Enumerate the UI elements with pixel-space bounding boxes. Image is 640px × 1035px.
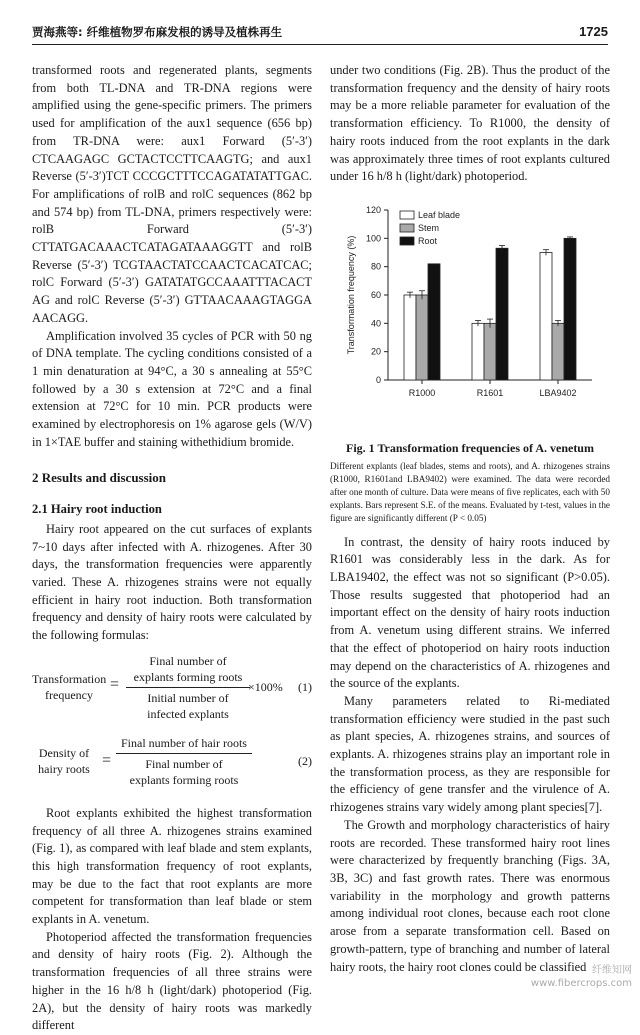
x-tick-label: R1601 xyxy=(476,387,504,398)
legend-label: Stem xyxy=(418,222,440,233)
paragraph-growth: The Growth and morphology characteristics of hairy roots are recorded. These transformed hairy root lines were characterized by frequently branching (Figs. 3A, 3B, 3C) and fast growth rates. There was enormous variability in the morphology and growth patterns among individual root clones, because each root clone arose from a separate transformation cell. Based on growth-pattern, type of branching and number of lateral hairy roots, the hairy root clones could be classified xyxy=(330,817,610,974)
bar-stem-r1000 xyxy=(416,295,428,380)
y-tick-label: 40 xyxy=(370,318,381,329)
left-column xyxy=(32,62,312,1035)
figure-1-chart xyxy=(330,192,610,432)
y-tick-label: 20 xyxy=(370,346,381,357)
formula2-fraction: Final number of hair roots Final number of explants forming roots xyxy=(116,735,252,788)
paragraph-parameters: Many parameters related to Ri-mediated transformation efficiency were studied in the past such as plant species, A. rhizogenes strains, and sources of explants. A. rhizogenes strains play an important role in the transformation process, as they are responsible for the efficiency of gene transfer and the virulence of A. rhizogenes strains vary widely among plant species[7]. xyxy=(330,693,610,815)
figure-caption-title: Fig. 1 Transformation frequencies of A. venetum xyxy=(346,440,594,455)
formula1-sign: = xyxy=(110,675,120,693)
header-title: 贾海燕等: 纤维植物罗布麻发根的诱导及植株再生 xyxy=(32,25,283,39)
x-tick-label: R1000 xyxy=(408,387,436,398)
formula2-sign: = xyxy=(102,751,112,769)
bar-root-r1601 xyxy=(496,248,508,380)
y-tick-label: 80 xyxy=(370,261,381,272)
bar-chart-svg xyxy=(330,192,610,432)
formula1-number: (1) xyxy=(298,679,312,694)
bar-stem-r1601 xyxy=(484,323,496,380)
paragraph-two-conditions: under two conditions (Fig. 2B). Thus the product of the transformation frequency and the density of hairy roots may be a more reliable parameter for evaluation of the transformation efficiency. To R1000, the density of hairy roots induced from the root explants in the dark was approximately three times of root explants cultured under 16 h/8 h (light/dark) photoperiod. xyxy=(330,63,610,184)
bar-leaf-blade-r1000 xyxy=(404,295,416,380)
formula1-percent: ×100% xyxy=(248,679,283,694)
bar-leaf-blade-lba9402 xyxy=(540,252,552,380)
y-axis-label: Transformation frequency (%) xyxy=(346,235,356,355)
bar-root-lba9402 xyxy=(564,238,576,380)
legend-swatch-stem xyxy=(400,224,414,232)
watermark: 纤维知网 www.fibercrops.com xyxy=(530,965,632,989)
legend-label: Leaf blade xyxy=(418,209,461,220)
formula-density xyxy=(32,733,312,797)
paragraph-pcr: Amplification involved 35 cycles of PCR with 50 ng of DNA template. The cycling conditions consisted of a 1 min denaturation at 94°C, a 30 s annealing at 55°C followed by a 30 s extension at 72°C and a final extension at 72°C for 10 min. PCR products were examined by electrophoresis on 1% agarose gels (W/V) in 1×TAE buffer and staining withethidium bromide. xyxy=(32,328,312,449)
paragraph-root-explants: Root explants exhibited the highest transformation frequency of all three A. rhizogenes strains examined (Fig. 1), as compared with leaf blade and stem explants, this high transformation frequency of root explants, may be due to the fact that root explants are more competent for transformation than leaf blade or stem explants in A. venetum. xyxy=(32,805,312,927)
subsection-heading: 2.1 Hairy root induction xyxy=(32,502,162,517)
legend-swatch-root xyxy=(400,237,414,245)
formula1-fraction: Final number of explants forming roots Initial number of infected explants xyxy=(126,653,250,722)
fraction-bar xyxy=(116,753,252,754)
paragraph-induction: Hairy root appeared on the cut surfaces of explants 7~10 days after infected with A. rhizogenes. After 30 days, the transformation frequencies were apparently varied. These A. rhizogenes strains were not equally efficient in hairy root induction. Both transformation frequency and density of hairy roots were calculated by the following formulas: xyxy=(32,521,312,643)
formula-transformation-frequency xyxy=(32,651,312,723)
bar-root-r1000 xyxy=(428,264,440,380)
figure-caption-body: Different explants (leaf blades, stems and roots), and A. rhizogenes strains (R1000, R1601and LBA9402) were examined. The data were recorded after one month of culture. Data were means of five replicates, each with 50 explants. Bars represent S.E. of the means. Evaluated by t-test, values in the figure are significantly different (P < 0.05) xyxy=(330,460,610,524)
section-heading: 2 Results and discussion xyxy=(32,470,167,486)
formula2-lhs: Density of hairy roots xyxy=(38,745,90,776)
y-tick-label: 60 xyxy=(370,289,381,300)
running-header xyxy=(32,24,608,44)
y-tick-label: 120 xyxy=(365,204,381,215)
paragraph-photoperiod: Photoperiod affected the transformation frequencies and density of hairy roots (Fig. 2). Although the transformation frequencies of all three strains were higher in the 16 h/8 h (light/dark) photoperiod (Fig. 2A), but the density of hairy roots was markedly different xyxy=(32,929,312,1033)
header-rule xyxy=(32,44,608,45)
paragraph-contrast: In contrast, the density of hairy roots induced by R1601 was considerably less in the dark. As for LBA19402, the effect was not so significant (P>0.05). Those results suggested that photoperiod had an important effect on the density of hairy roots induction from A. venetum using different strains. We inferred that the effect of photoperiod on hairy roots induction may depend on the characteristics of A. rhizogenes and the source of the explants. xyxy=(330,534,610,691)
right-column xyxy=(330,62,610,976)
legend-swatch-leaf-blade xyxy=(400,211,414,219)
x-tick-label: LBA9402 xyxy=(539,387,577,398)
bar-stem-lba9402 xyxy=(552,323,564,380)
y-tick-label: 100 xyxy=(365,233,381,244)
formula1-lhs: Transformation frequency xyxy=(32,671,107,702)
y-tick-label: 0 xyxy=(375,374,381,385)
paragraph-primers: transformed roots and regenerated plants, segments from both TL-DNA and TR-DNA regions were amplified using the gene-specific primers. The primers used for amplification of the aux1 sequence (656 bp) from TR-DNA were: aux1 Forward (5′-3′) CTCAAGAGC GCTACTCCTTCAAGTG; and aux1 Reverse (5′-3′)TCT CCCGCTTTCCAGATATATTGAC. For amplifications of rolB and rolC sequences (862 bp and 574 bp) from TL-DNA, primers respectively were: rolB Forward (5′-3′) CTTATGACAAACTCATAGATAAAGGTT and rolB Reverse (5′-3′) TCGTAACTATCCAACTCACATCAC; rolC Forward (5′-3′) GATATATGCCAAATTTACACT AG and rolC Reverse (5′-3′) GTTAACAAAGTAGGA AACAGG. xyxy=(32,63,312,325)
legend-label: Root xyxy=(418,235,438,246)
formula2-number: (2) xyxy=(298,753,312,768)
bar-leaf-blade-r1601 xyxy=(472,323,484,380)
page-number: 1725 xyxy=(579,24,608,39)
fraction-bar xyxy=(126,687,250,688)
